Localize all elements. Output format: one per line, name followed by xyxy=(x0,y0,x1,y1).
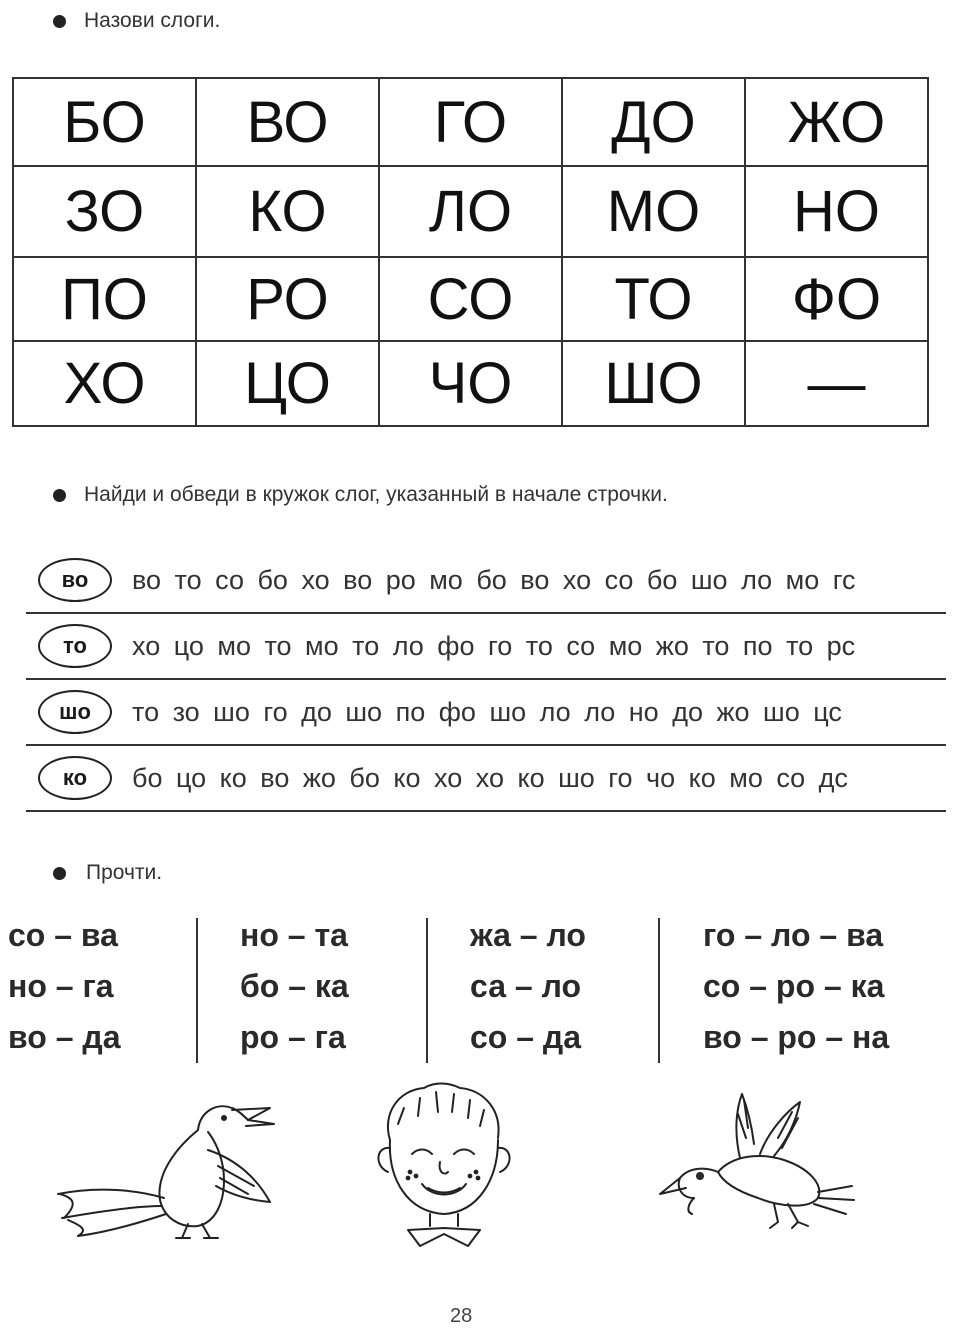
syllable-cell: ТО xyxy=(562,257,745,341)
syllable-sequence: бо цо ко во жо бо ко хо хо ко шо го чо ко мо со дс xyxy=(132,762,848,793)
reading-columns xyxy=(0,910,960,1065)
list-item xyxy=(26,680,946,746)
syllable-cell: — xyxy=(745,341,928,426)
word: ро – га xyxy=(240,1019,346,1055)
target-syllable-oval: во xyxy=(38,558,112,602)
syllable-cell: ЧО xyxy=(379,341,562,426)
syllable-cell: СО xyxy=(379,257,562,341)
table-row xyxy=(13,166,928,257)
word: но – та xyxy=(240,917,348,953)
syllable-rows xyxy=(26,548,946,812)
syllable-sequence: то зо шо го до шо по фо шо ло ло но до жо шо цс xyxy=(132,696,842,727)
word: бо – ка xyxy=(240,968,349,1004)
bullet-icon xyxy=(53,489,66,502)
instruction-find-syllable: Найди и обведи в кружок слог, указанный в начале строчки. xyxy=(84,483,668,506)
syllable-cell: КО xyxy=(196,166,379,257)
word: но – га xyxy=(8,968,114,1004)
syllable-table xyxy=(12,77,929,427)
syllable-sequence: хо цо мо то мо то ло фо го то со мо жо то по то рс xyxy=(132,630,856,661)
table-row xyxy=(13,257,928,341)
syllable-cell: ШО xyxy=(562,341,745,426)
table-row xyxy=(13,78,928,166)
target-syllable-oval: то xyxy=(38,624,112,668)
instruction-read: Прочти. xyxy=(86,861,163,884)
target-syllable-oval: ко xyxy=(38,756,112,800)
word: со – ро – ка xyxy=(703,968,885,1004)
syllable-cell: ДО xyxy=(562,78,745,166)
word-column xyxy=(470,910,586,1063)
flying-bird-icon xyxy=(648,1088,868,1238)
syllable-cell: ФО xyxy=(745,257,928,341)
syllable-cell: НО xyxy=(745,166,928,257)
target-syllable-oval: шо xyxy=(38,690,112,734)
syllable-cell: МО xyxy=(562,166,745,257)
syllable-cell: РО xyxy=(196,257,379,341)
instruction-name-syllables: Назови слоги. xyxy=(84,9,221,32)
boy-face-icon xyxy=(368,1080,518,1250)
syllable-cell: ЛО xyxy=(379,166,562,257)
list-item xyxy=(26,548,946,614)
syllable-cell: ПО xyxy=(13,257,196,341)
word: во – да xyxy=(8,1019,121,1055)
word-column xyxy=(8,910,120,1063)
syllable-sequence: во то со бо хо во ро мо бо во хо со бо шо ло мо гс xyxy=(132,564,856,595)
word-column xyxy=(240,910,349,1063)
bullet-icon xyxy=(53,867,66,880)
list-item xyxy=(26,746,946,812)
syllable-cell: ХО xyxy=(13,341,196,426)
table-row xyxy=(13,341,928,426)
word: го – ло – ва xyxy=(703,917,884,953)
crow-icon xyxy=(48,1090,288,1240)
syllable-cell: ЗО xyxy=(13,166,196,257)
word: со – да xyxy=(470,1019,582,1055)
syllable-cell: ЖО xyxy=(745,78,928,166)
word-column xyxy=(703,910,889,1063)
bullet-icon xyxy=(53,15,66,28)
syllable-cell: ВО xyxy=(196,78,379,166)
syllable-cell: БО xyxy=(13,78,196,166)
word: са – ло xyxy=(470,968,582,1004)
list-item xyxy=(26,614,946,680)
word: со – ва xyxy=(8,917,118,953)
syllable-cell: ГО xyxy=(379,78,562,166)
page-number: 28 xyxy=(450,1305,473,1327)
word: во – ро – на xyxy=(703,1019,890,1055)
syllable-cell: ЦО xyxy=(196,341,379,426)
word: жа – ло xyxy=(470,917,586,953)
